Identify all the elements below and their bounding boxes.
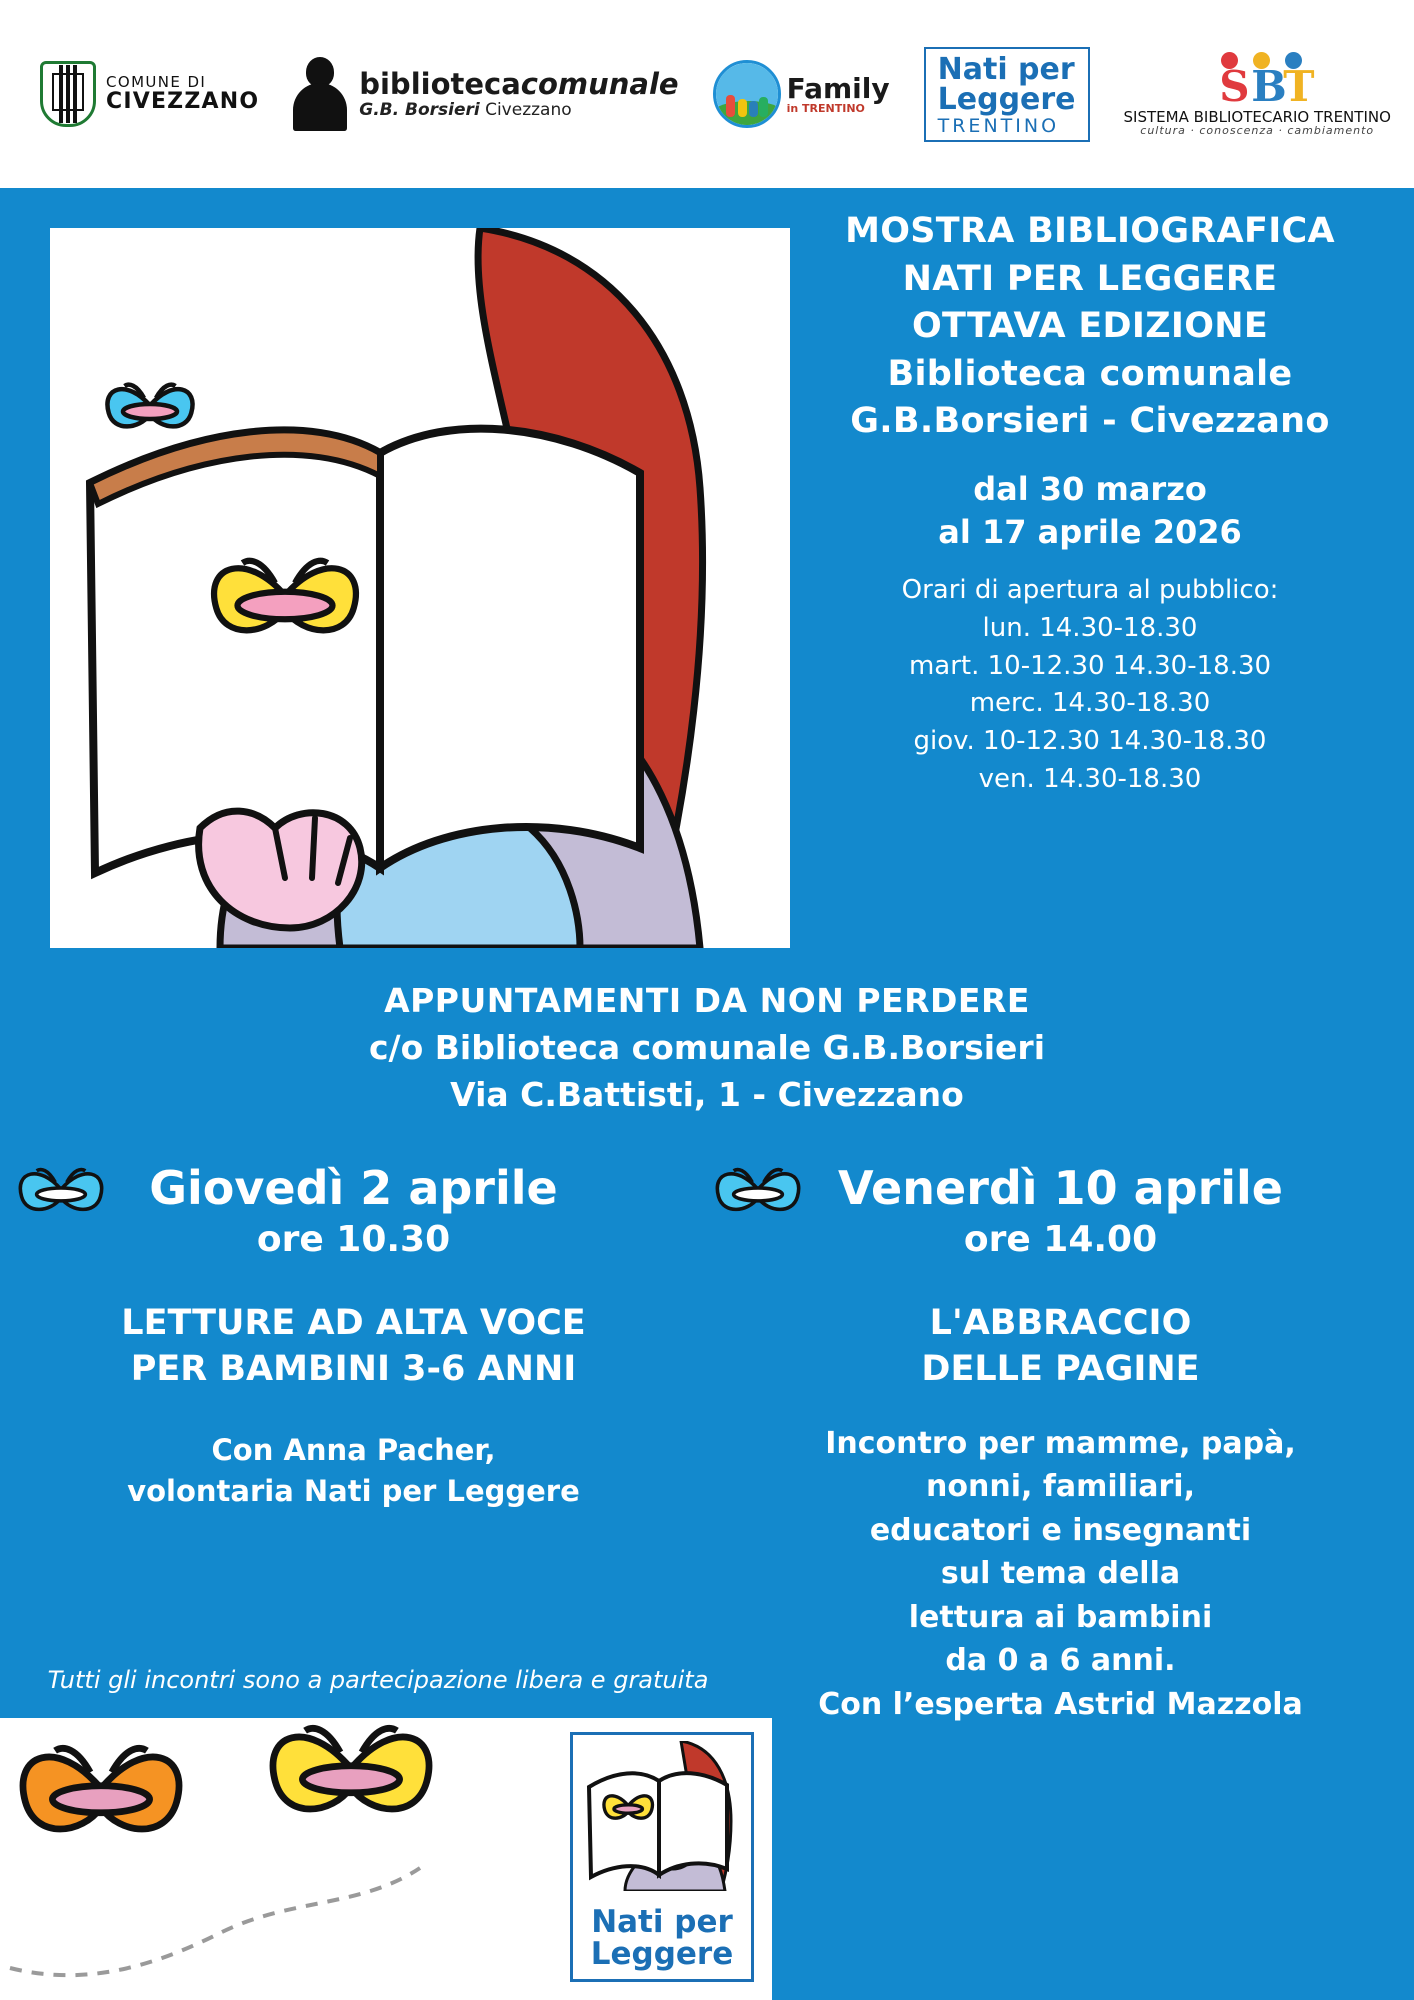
opening-hours-row: ven. 14.30-18.30: [978, 763, 1202, 794]
opening-hours-row: merc. 14.30-18.30: [969, 688, 1211, 719]
sbt-mark-icon: S B T: [1167, 52, 1347, 108]
event-title: [707, 1300, 1414, 1392]
event-time: ore 10.30: [256, 1218, 451, 1260]
opening-hours: [790, 572, 1390, 798]
sbt-label: SISTEMA BIBLIOTECARIO TRENTINO: [1123, 108, 1391, 126]
biblioteca-label-b: comunale: [520, 66, 679, 101]
npl-line3: TRENTINO: [937, 114, 1060, 137]
civezzano-label: Civezzano: [485, 99, 572, 120]
event-title-line-2: PER BAMBINI 3-6 ANNI: [130, 1348, 577, 1389]
event-desc-line-7: Con l’esperta Astrid Mazzola: [818, 1686, 1303, 1722]
date-line-2: al 17 aprile 2026: [938, 513, 1242, 552]
comune-label-line1: COMUNE DI: [106, 72, 207, 91]
event-title: [0, 1300, 707, 1392]
biblioteca-comunale-logo: [293, 57, 678, 131]
nati-per-leggere-footer-logo: [570, 1732, 754, 1982]
event-desc-line-6: da 0 a 6 anni.: [945, 1643, 1176, 1679]
family-label: Family: [786, 71, 890, 105]
npl-line2: Leggere: [937, 81, 1076, 117]
event-desc-line-5: lettura ai bambini: [908, 1599, 1213, 1635]
event-day: Venerdì 10 aprile: [837, 1161, 1284, 1215]
biblioteca-label-a: biblioteca: [359, 66, 521, 101]
event-time: ore 14.00: [963, 1218, 1158, 1260]
reader-silhouette-icon: [293, 57, 347, 131]
event-desc-line-3: educatori e insegnanti: [869, 1512, 1252, 1548]
npl-logo-illustration: [581, 1741, 747, 1891]
comune-label-line2: CIVEZZANO: [106, 89, 260, 115]
title-line-1: MOSTRA BIBLIOGRAFICA: [845, 211, 1335, 251]
event-title-line-1: LETTURE AD ALTA VOCE: [121, 1302, 586, 1343]
butterfly-icon: [715, 1155, 801, 1231]
opening-hours-row: mart. 10-12.30 14.30-18.30: [908, 650, 1272, 681]
event-description: [707, 1422, 1414, 1727]
butterflies-illustration: [0, 1718, 590, 2000]
event-desc-line-4: sul tema della: [940, 1556, 1181, 1592]
family-badge-icon: [713, 60, 781, 128]
event-column-giovedi: [0, 1163, 707, 1726]
footer-strip: [0, 1718, 772, 2000]
event-desc-line-1: Incontro per mamme, papà,: [825, 1425, 1296, 1461]
event-desc-line-2: nonni, familiari,: [926, 1469, 1195, 1505]
date-line-1: dal 30 marzo: [973, 469, 1207, 508]
comune-di-civezzano-logo: [40, 61, 259, 127]
appointments-line-2: c/o Biblioteca comunale G.B.Borsieri: [368, 1027, 1046, 1067]
family-sublabel: in TRENTINO: [786, 101, 865, 115]
npl-footer-line-1: Nati per: [591, 1903, 733, 1940]
opening-hours-row: lun. 14.30-18.30: [982, 613, 1198, 644]
event-day: Giovedì 2 aprile: [149, 1161, 558, 1215]
child-reading-illustration: [50, 228, 790, 948]
family-in-trentino-logo: [713, 60, 890, 128]
event-column-venerdi: [707, 1163, 1414, 1726]
opening-hours-heading: Orari di apertura al pubblico:: [901, 575, 1279, 606]
free-participation-note: Tutti gli incontri sono a partecipazione libera e gratuita: [47, 1666, 709, 1694]
title-line-5: G.B.Borsieri - Civezzano: [850, 401, 1330, 442]
event-description: [0, 1430, 707, 1512]
event-desc-line-2: volontaria Nati per Leggere: [127, 1474, 580, 1509]
sbt-tagline: cultura · conoscenza · cambiamento: [1140, 124, 1375, 137]
title-line-3: OTTAVA EDIZIONE: [911, 306, 1269, 347]
poster-body: [0, 188, 1414, 2000]
exhibit-title: [790, 208, 1390, 446]
opening-hours-row: giov. 10-12.30 14.30-18.30: [913, 726, 1267, 757]
appointments-line-3: Via C.Battisti, 1 - Civezzano: [450, 1074, 964, 1114]
borsieri-label: G.B. Borsieri: [359, 99, 480, 120]
npl-footer-line-2: Leggere: [590, 1936, 734, 1973]
npl-line1: Nati per: [937, 51, 1075, 87]
exhibit-dates: [790, 468, 1390, 554]
events-row: [0, 1163, 1414, 1726]
title-line-2: NATI PER LEGGERE: [902, 258, 1278, 299]
civezzano-crest-icon: [40, 61, 96, 127]
event-title-line-1: L'ABBRACCIO: [929, 1302, 1192, 1343]
appointments-line-1: APPUNTAMENTI DA NON PERDERE: [384, 981, 1030, 1020]
event-title-line-2: DELLE PAGINE: [921, 1348, 1200, 1389]
appointments-heading: [0, 978, 1414, 1119]
sbt-logo: [1124, 52, 1391, 136]
exhibit-info-block: [790, 208, 1390, 798]
event-desc-line-1: Con Anna Pacher,: [211, 1432, 496, 1467]
title-line-4: Biblioteca comunale: [887, 353, 1293, 394]
nati-per-leggere-trentino-logo: [924, 47, 1090, 142]
butterfly-icon: [18, 1155, 104, 1231]
header-logo-band: [0, 0, 1414, 188]
